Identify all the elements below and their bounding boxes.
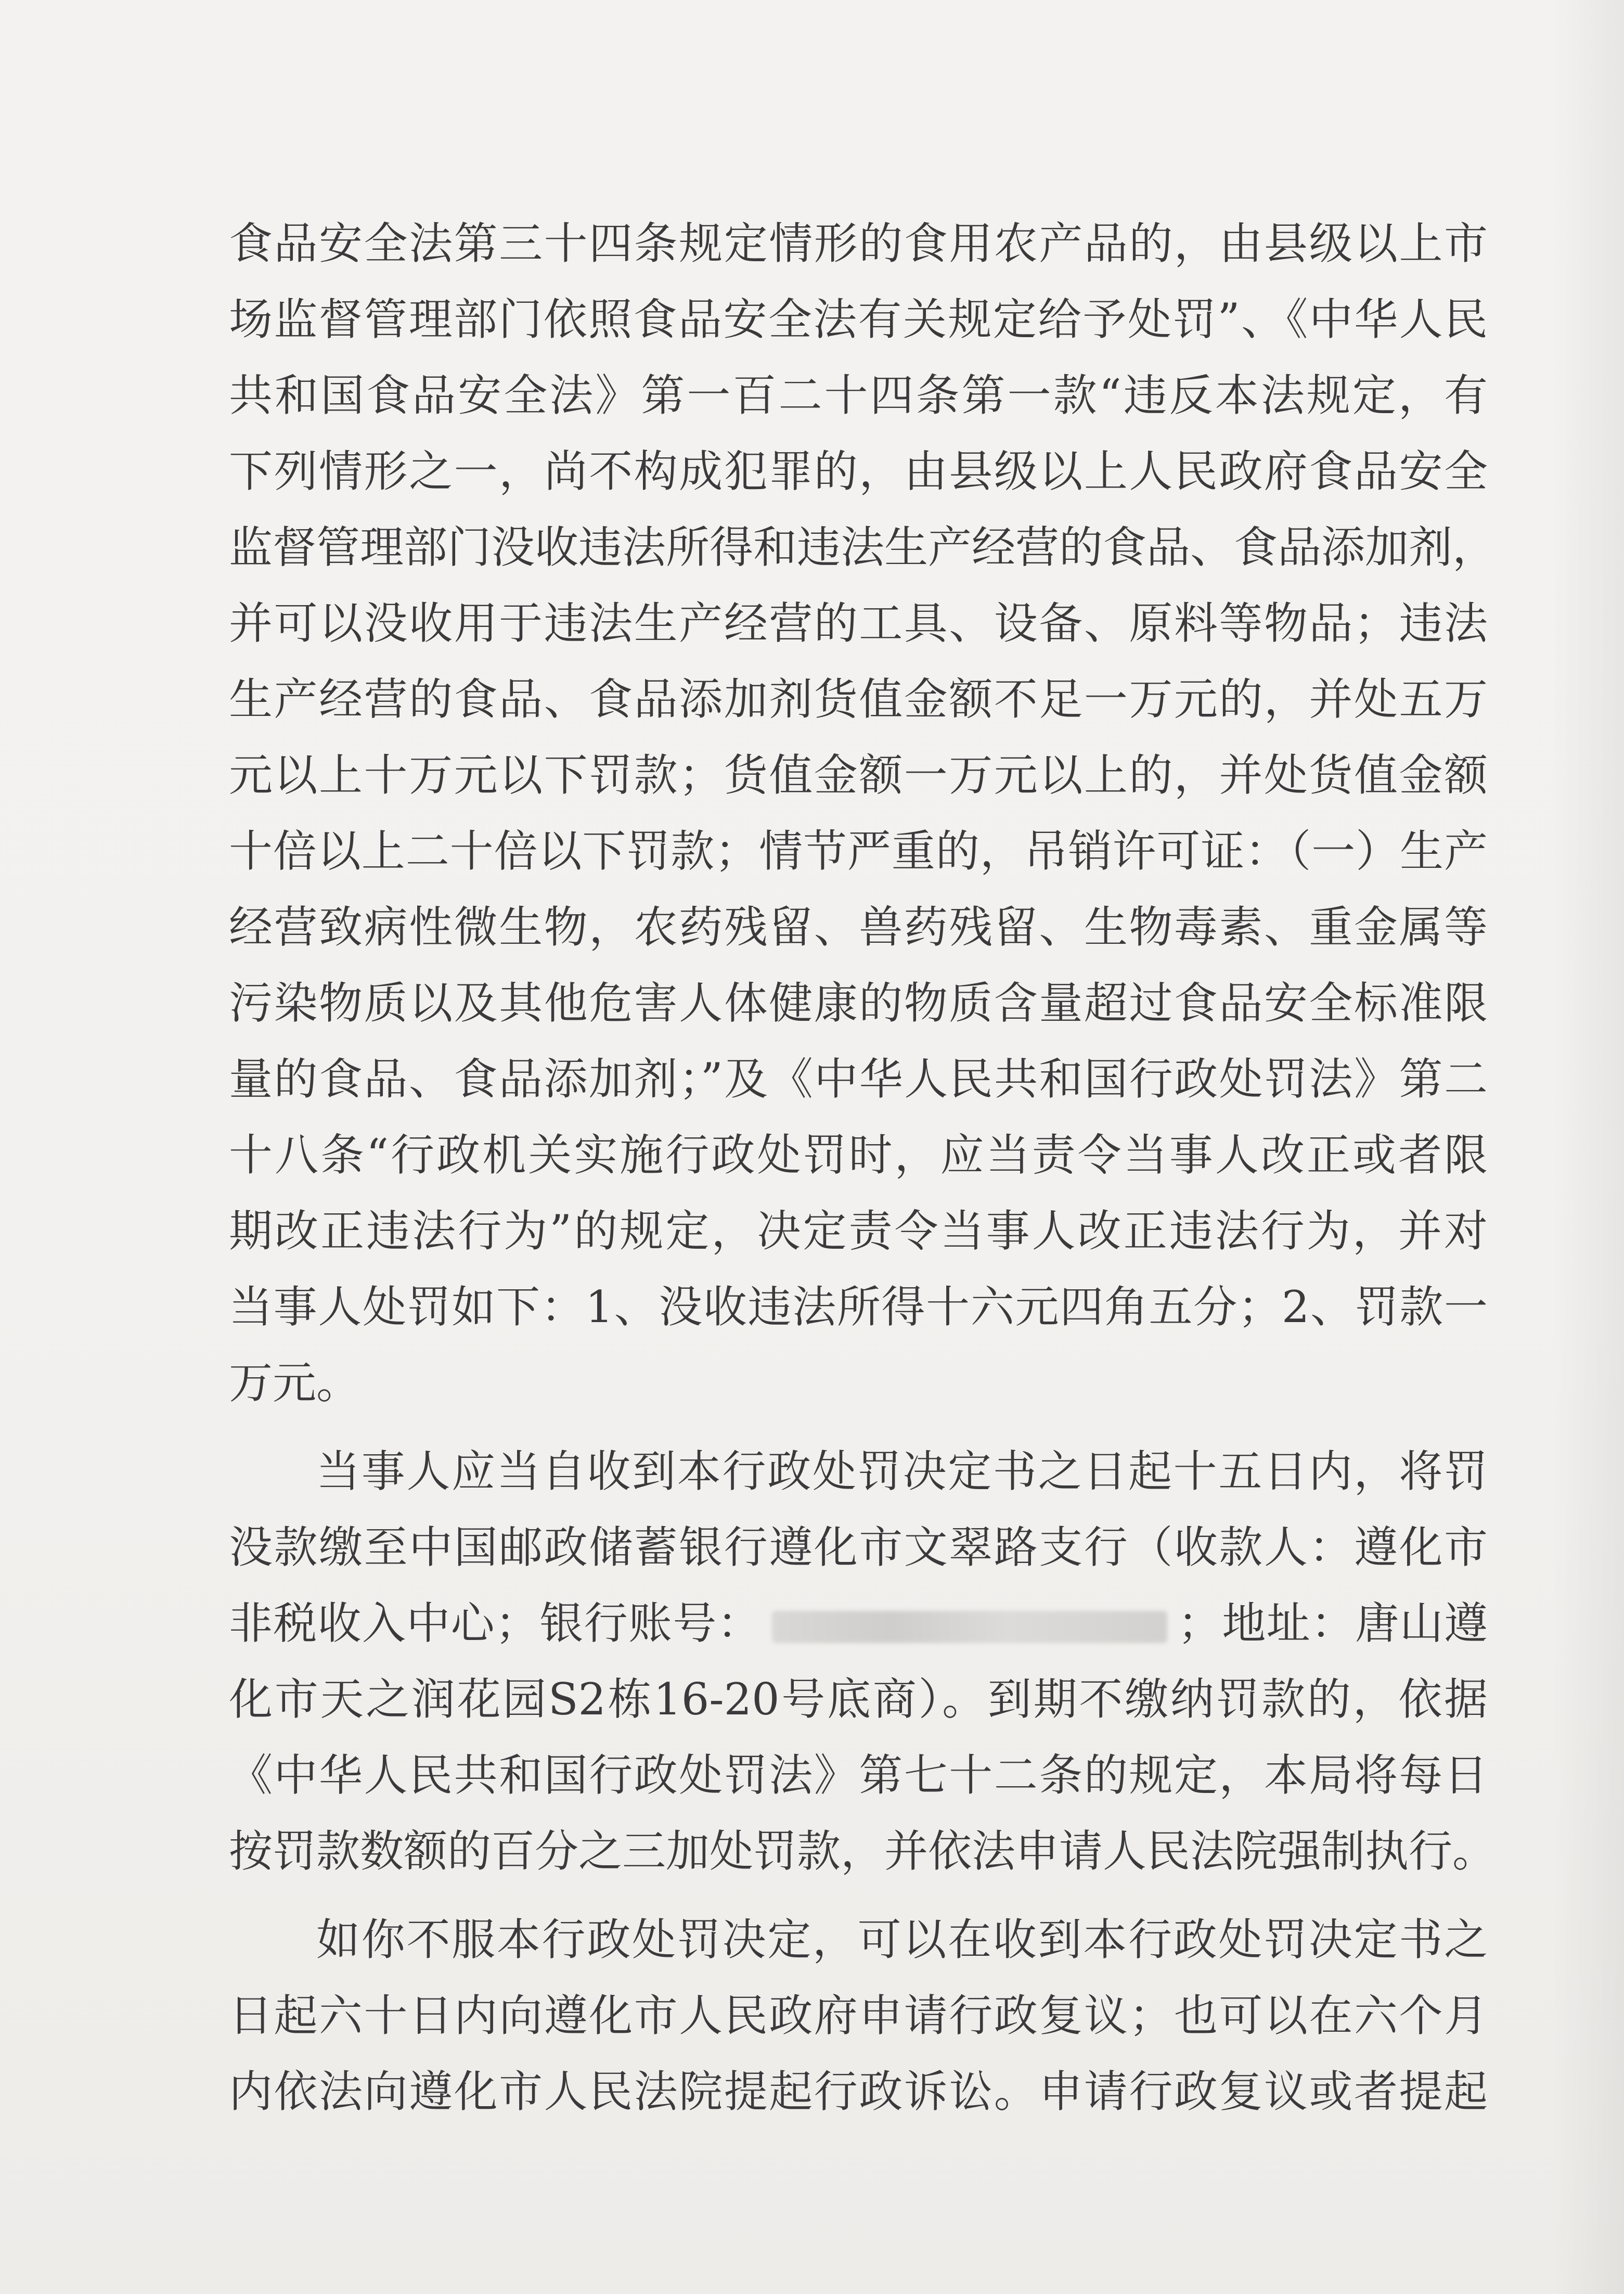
text-line: 万元。 [229, 1357, 360, 1408]
text-line: 十倍以上二十倍以下罚款；情节严重的，吊销许可证：（一）生产 [229, 826, 1488, 877]
text-line: 化市天之润花园S2栋16-20号底商）。到期不缴纳罚款的，依据 [229, 1674, 1488, 1725]
paragraph-gap [229, 1889, 1488, 1902]
text-line: 经营致病性微生物，农药残留、兽药残留、生物毒素、重金属等 [229, 902, 1488, 953]
paragraph-penalty-basis [229, 206, 1497, 1421]
text-line: 日起六十日内向遵化市人民政府申请行政复议；也可以在六个月 [229, 1990, 1488, 2041]
text-line: 《中华人民共和国行政处罚法》第七十二条的规定，本局将每日 [229, 1750, 1488, 1801]
text-line: 生产经营的食品、食品添加剂货值金额不足一万元的，并处五万 [229, 674, 1488, 725]
text-line: 当事人处罚如下：1、没收违法所得十六元四角五分；2、罚款一 [229, 1281, 1488, 1332]
text-line: 并可以没收用于违法生产经营的工具、设备、原料等物品；违法 [229, 598, 1488, 649]
text-line: 污染物质以及其他危害人体健康的物质含量超过食品安全标准限 [229, 978, 1488, 1029]
text-line: 内依法向遵化市人民法院提起行政诉讼。申请行政复议或者提起 [229, 2066, 1488, 2117]
text-line: 没款缴至中国邮政储蓄银行遵化市文翠路支行（收款人：遵化市 [229, 1522, 1488, 1573]
bank-account-label: 非税收入中心；银行账号： [229, 1598, 762, 1649]
text-line: 食品安全法第三十四条规定情形的食用农产品的，由县级以上市 [229, 218, 1488, 269]
text-line: 监督管理部门没收违法所得和违法生产经营的食品、食品添加剂， [229, 522, 1497, 573]
page-edge-shadow [1551, 0, 1624, 2294]
text-line: 按罚款数额的百分之三加处罚款，并依法申请人民法院强制执行。 [229, 1826, 1497, 1877]
text-line: 元以上十万元以下罚款；货值金额一万元以上的，并处货值金额 [229, 750, 1488, 801]
text-line: 下列情形之一，尚不构成犯罪的，由县级以上人民政府食品安全 [229, 446, 1488, 497]
document-body [229, 206, 1497, 2130]
text-line: 十八条“行政机关实施行政处罚时，应当责令当事人改正或者限 [229, 1130, 1488, 1181]
text-line: 量的食品、食品添加剂；”及《中华人民共和国行政处罚法》第二 [229, 1054, 1488, 1105]
redacted-bank-account [772, 1611, 1167, 1643]
paragraph-appeal [229, 1902, 1488, 2130]
text-line: 共和国食品安全法》第一百二十四条第一款“违反本法规定，有 [229, 370, 1488, 421]
text-line: 场监督管理部门依照食品安全法有关规定给予处罚”、《中华人民 [229, 294, 1488, 345]
address-label: ；地址：唐山遵 [1177, 1598, 1488, 1649]
paragraph-gap [229, 1421, 1488, 1433]
text-line: 如你不服本行政处罚决定，可以在收到本行政处罚决定书之 [316, 1914, 1488, 1965]
text-line: 当事人应当自收到本行政处罚决定书之日起十五日内，将罚 [316, 1446, 1488, 1497]
paragraph-payment [229, 1433, 1497, 1889]
bank-account-line [229, 1585, 1488, 1661]
text-line: 期改正违法行为”的规定，决定责令当事人改正违法行为，并对 [229, 1206, 1488, 1257]
